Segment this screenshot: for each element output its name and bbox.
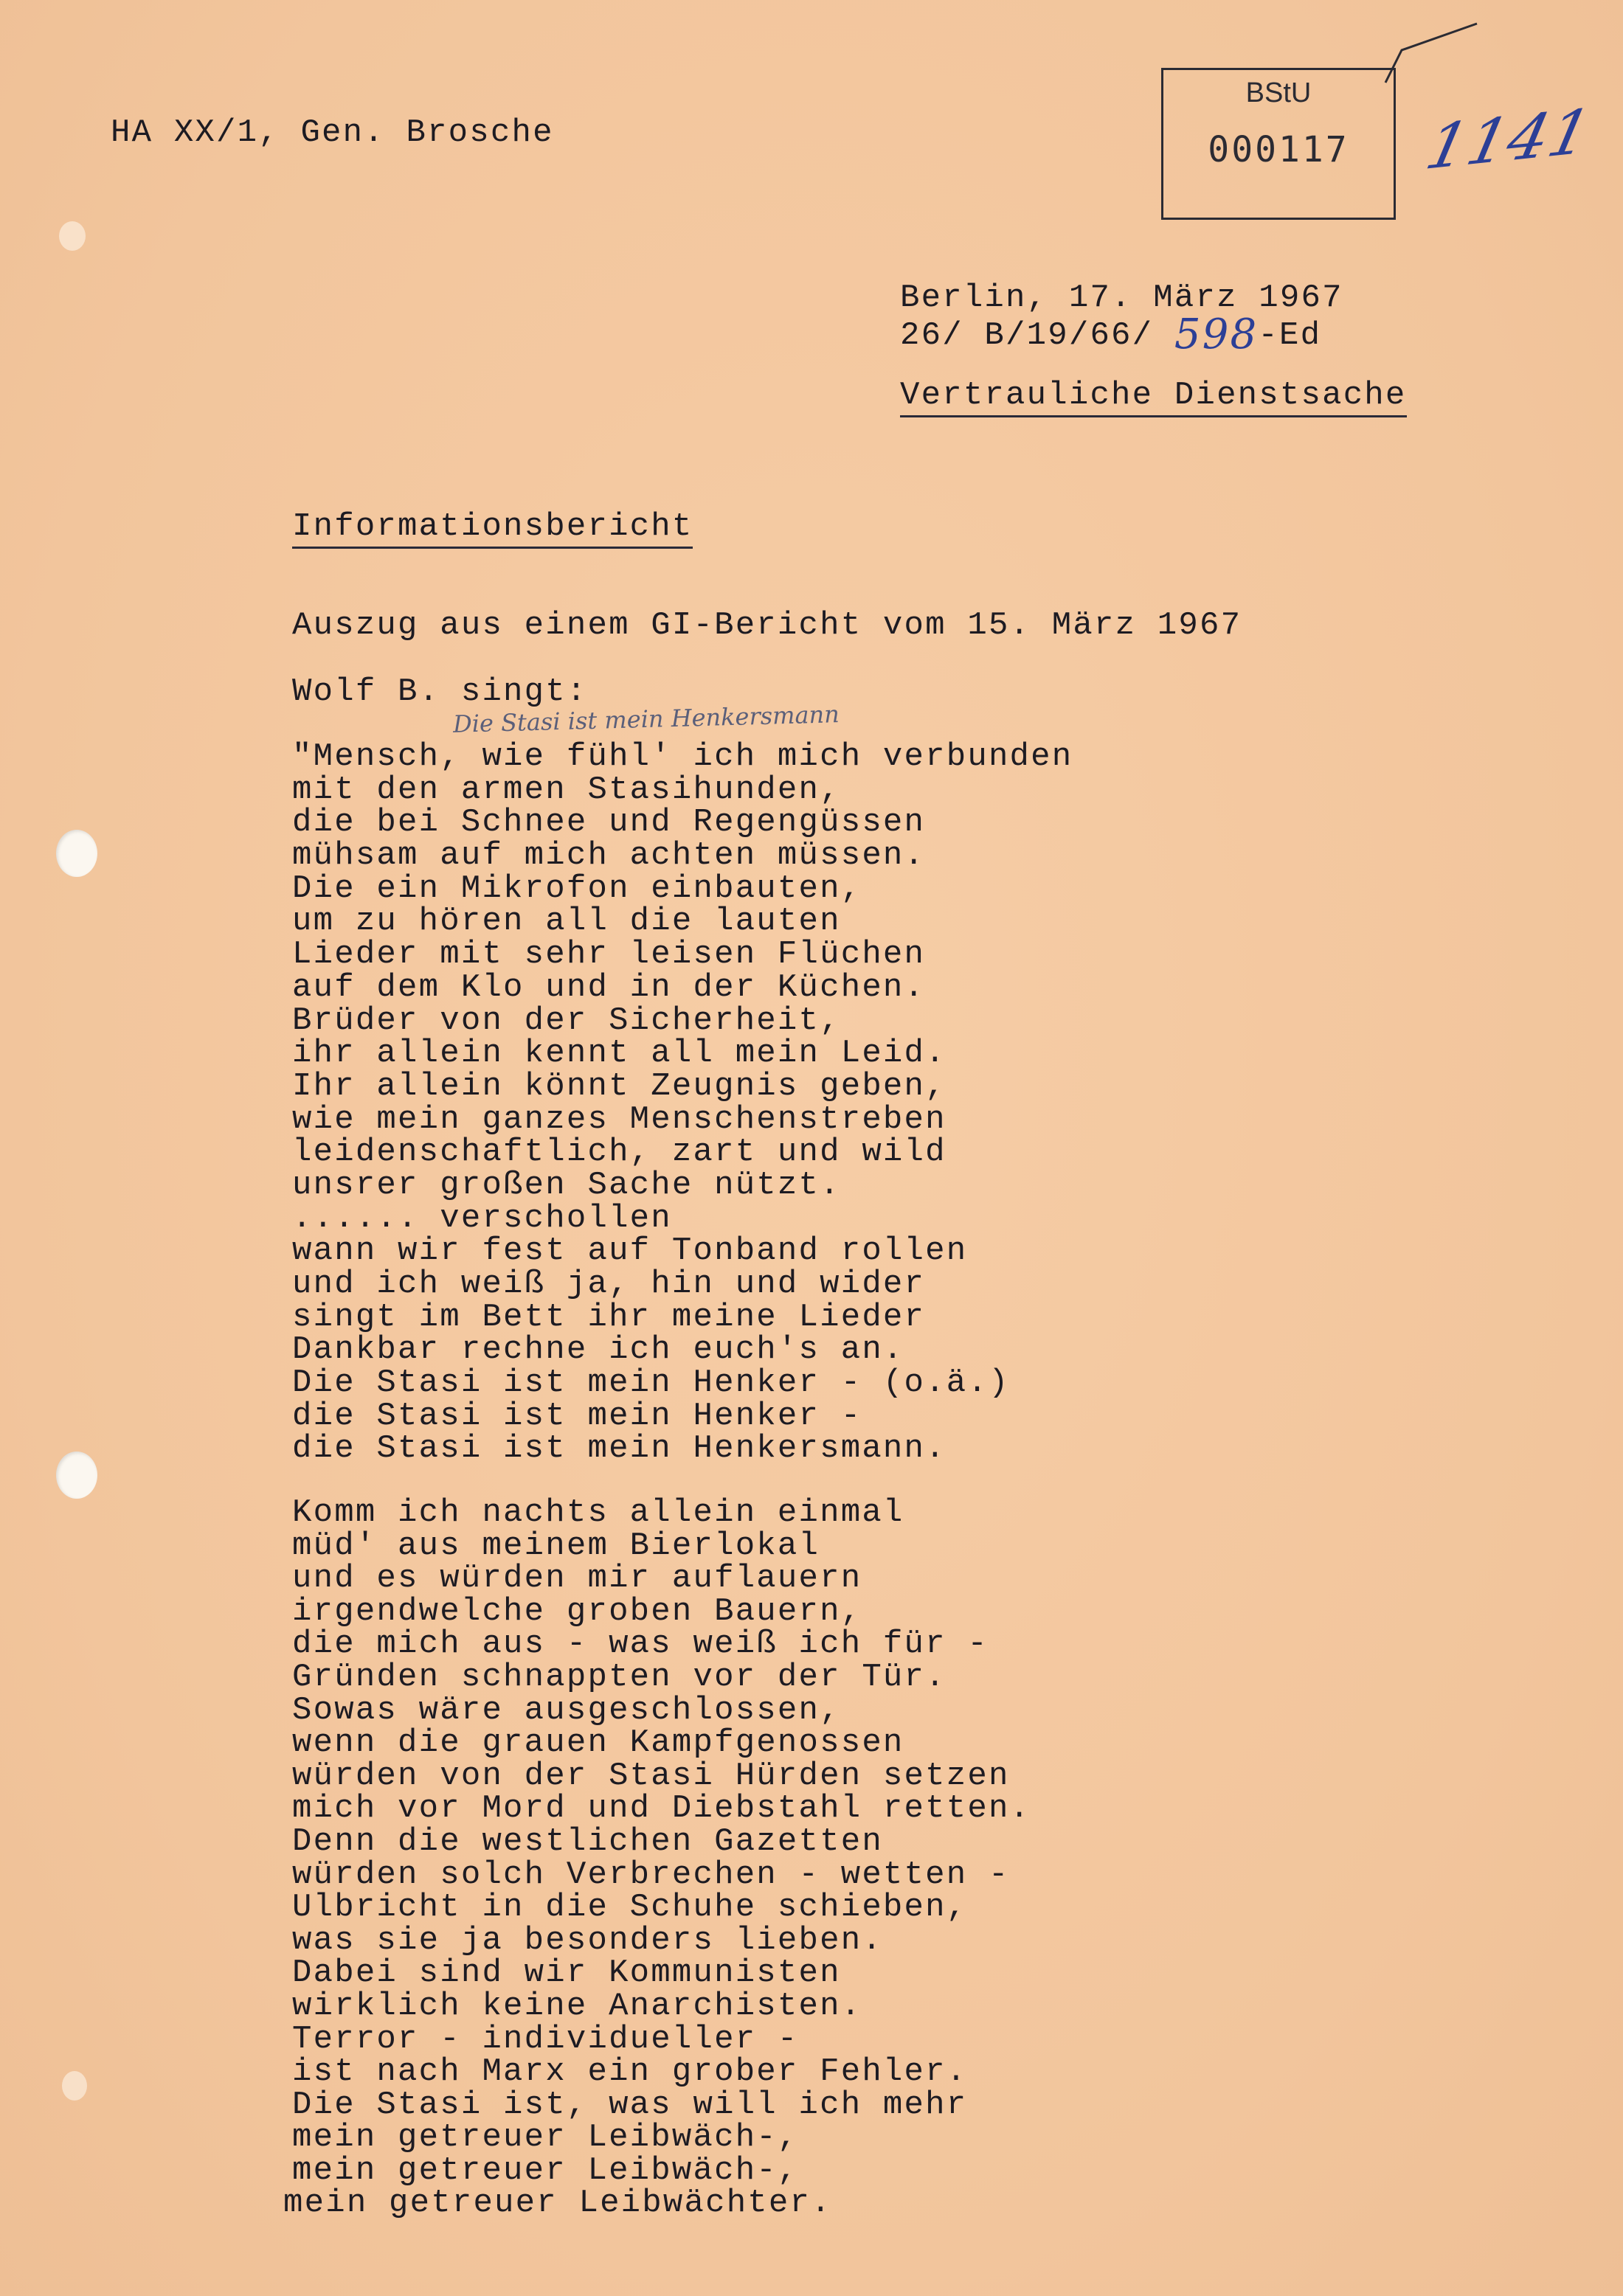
handwritten-margin-note: 1141 [1419,95,1598,184]
verse-1-line: die Stasi ist mein Henker - [292,1397,862,1435]
verse-1-line: wie mein ganzes Menschenstreben [292,1100,947,1138]
verse-1-line: Die ein Mikrofon einbauten, [292,870,862,907]
verse-1-line: Ihr allein könnt Zeugnis geben, [292,1067,947,1105]
verse-1-line: Dankbar rechne ich euch's an. [292,1331,904,1369]
verse-1-line: auf dem Klo und in der Küchen. [292,968,926,1006]
verse-2-line: müd' aus meinem Bierlokal [292,1527,820,1564]
verse-2-line: irgendwelche groben Bauern, [292,1592,862,1630]
verse-2-line: und es würden mir auflauern [292,1560,862,1598]
stamp-page-number: 000117 [1208,129,1349,170]
recipient-line: HA XX/1, Gen. Brosche [111,114,554,151]
paper-mark-bottom [62,2071,87,2101]
verse-2-line: wirklich keine Anarchisten. [292,1987,862,2025]
tick-mark-icon [1372,15,1490,89]
punch-hole-top [56,830,97,877]
bstu-archive-stamp [1161,68,1396,220]
verse-2-line: ist nach Marx ein grober Fehler. [292,2053,968,2091]
handwritten-song-title: Die Stasi ist mein Henkersmann [452,700,840,738]
verse-1-line: Lieder mit sehr leisen Flüchen [292,936,926,974]
verse-1-line: wann wir fest auf Tonband rollen [292,1232,968,1270]
verse-2-line: Gründen schnappten vor der Tür. [292,1658,947,1696]
verse-2-line: Terror - individueller - [292,2020,799,2058]
date-line: Berlin, 17. März 1967 [900,280,1343,316]
excerpt-line: Auszug aus einem GI-Bericht vom 15. März 1967 [292,607,1242,644]
verse-2-line: mich vor Mord und Diebstahl retten. [292,1790,1031,1828]
verse-1-line: die bei Schnee und Regengüssen [292,804,926,842]
verse-2-line: Ulbricht in die Schuhe schieben, [292,1889,968,1926]
verse-2-line: mein getreuer Leibwächter. [283,2185,832,2222]
document-title: Informationsbericht [292,510,693,549]
verse-1-line: leidenschaftlich, zart und wild [292,1134,947,1171]
intro-line: Wolf B. singt: [292,673,588,710]
verse-2 [283,1494,1031,2222]
verse-2-line: Komm ich nachts allein einmal [292,1494,904,1531]
verse-1-line: die Stasi ist mein Henkersmann. [292,1430,947,1468]
verse-1-line: "Mensch, wie fühl' ich mich verbunden [292,738,1073,775]
verse-2-line: Die Stasi ist, was will ich mehr [292,2086,968,2123]
verse-2-line: mein getreuer Leibwäch-, [292,2119,799,2157]
reference-handwritten-number: 598 [1174,311,1259,358]
reference-suffix: -Ed [1258,317,1322,354]
verse-1-line: Die Stasi ist mein Henker - (o.ä.) [292,1364,1010,1402]
verse-2-line: Sowas wäre ausgeschlossen, [292,1691,841,1729]
verse-1-line: mühsam auf mich achten müssen. [292,837,926,875]
verse-2-line: mein getreuer Leibwäch-, [292,2151,799,2189]
verse-1-line: singt im Bett ihr meine Lieder [292,1298,926,1336]
punch-hole-bottom [56,1452,97,1499]
verse-1-line: um zu hören all die lauten [292,903,841,940]
verse-2-line: die mich aus - was weiß ich für - [292,1626,989,1663]
paper-mark-top [59,221,86,251]
verse-2-line: was sie ja besonders lieben. [292,1921,883,1959]
stamp-label: BStU [1245,77,1312,108]
reference-prefix: 26/ B/19/66/ [900,317,1174,354]
classification-label: Vertrauliche Dienstsache [900,379,1407,417]
verse-2-line: Denn die westlichen Gazetten [292,1822,883,1860]
verse-2-line: wenn die grauen Kampfgenossen [292,1724,904,1762]
verse-1-line: ihr allein kennt all mein Leid. [292,1035,947,1072]
verse-2-line: Dabei sind wir Kommunisten [292,1955,841,1992]
reference-line [900,311,1322,358]
verse-1-line: ...... verschollen [292,1199,672,1237]
verse-1-line: Brüder von der Sicherheit, [292,1002,841,1039]
verse-1 [292,738,1073,1468]
verse-1-line: unsrer großen Sache nützt. [292,1166,841,1204]
verse-2-line: würden solch Verbrechen - wetten - [292,1856,1010,1893]
verse-1-line: mit den armen Stasihunden, [292,771,841,808]
verse-2-line: würden von der Stasi Hürden setzen [292,1757,1010,1794]
verse-1-line: und ich weiß ja, hin und wider [292,1266,926,1303]
